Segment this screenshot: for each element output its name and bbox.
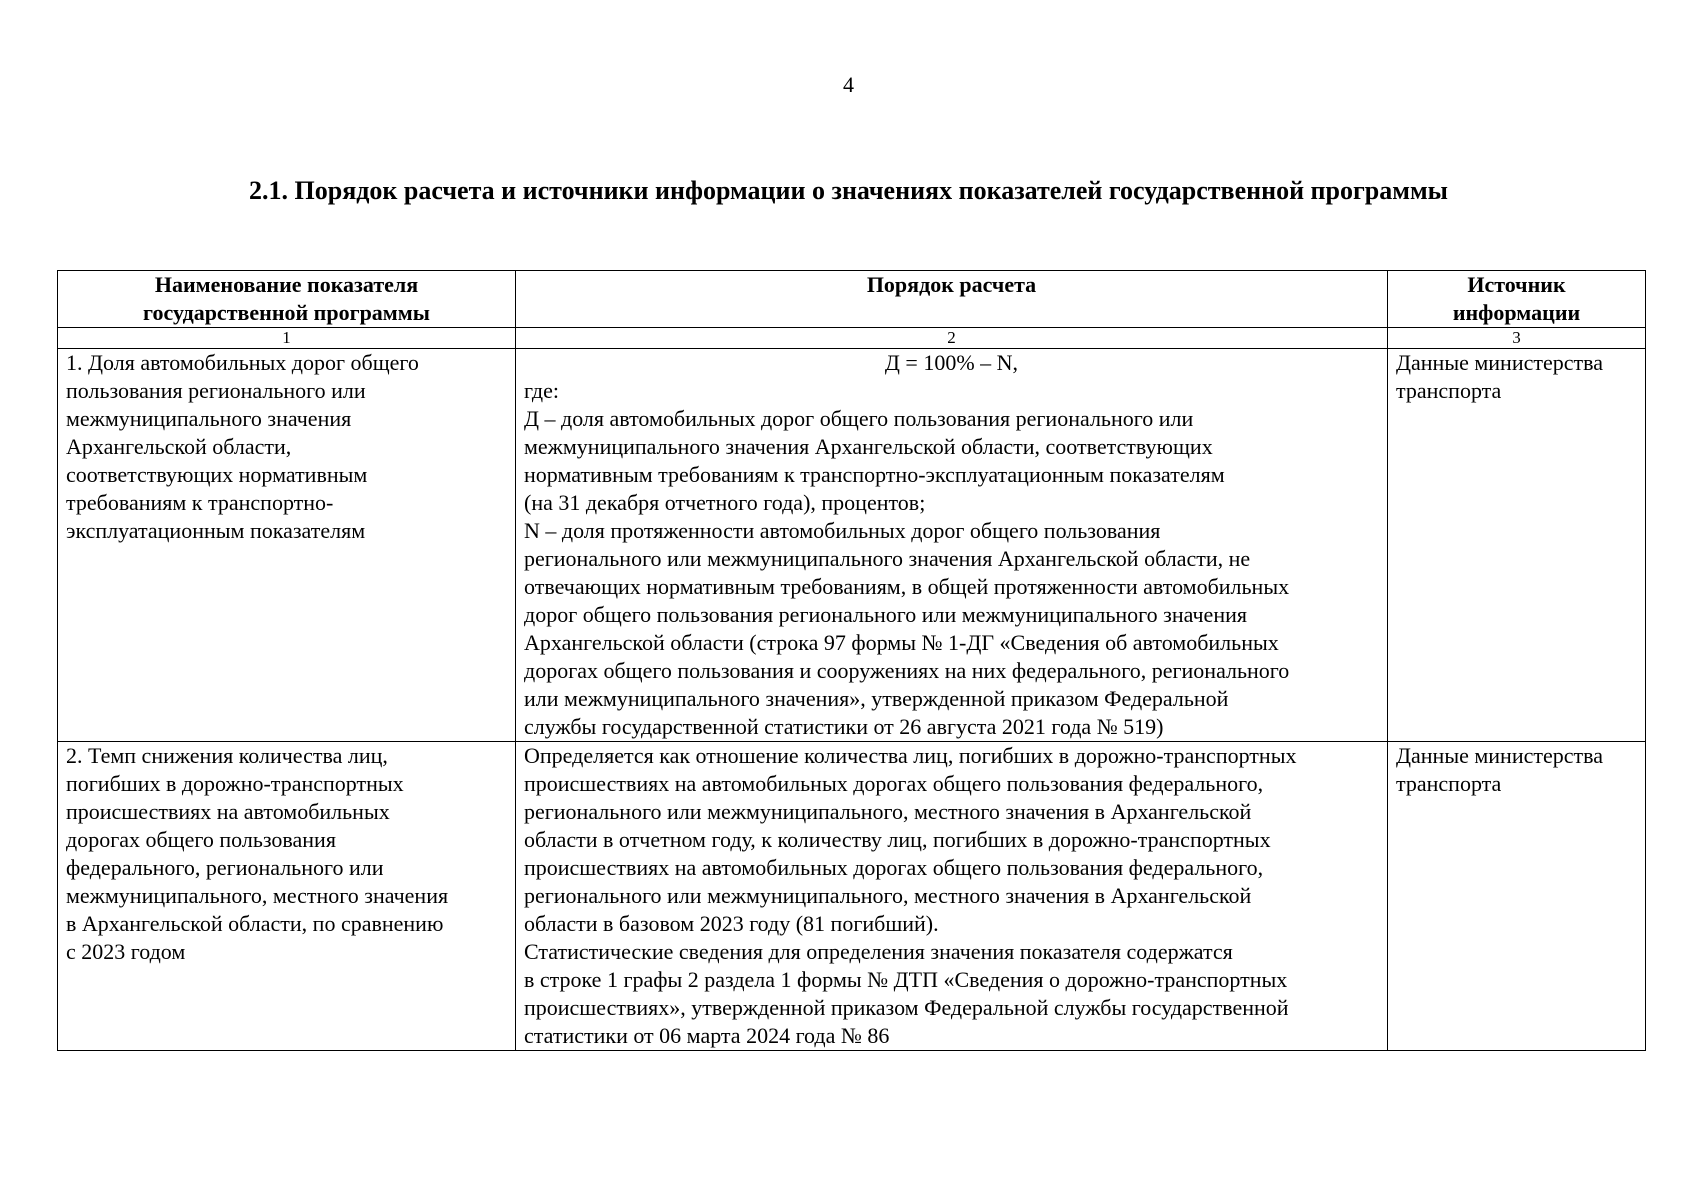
text-line: происшествиях на автомобильных: [66, 799, 390, 824]
table-row: [58, 742, 1646, 1051]
text-line: соответствующих нормативным: [66, 462, 368, 487]
text-line: 2. Темп снижения количества лиц,: [66, 743, 388, 768]
text-line: N – доля протяженности автомобильных дорог общего пользования: [524, 518, 1161, 543]
text-line: регионального или межмуниципального значения Архангельской области, не: [524, 546, 1251, 571]
text-line: в строке 1 графы 2 раздела 1 формы № ДТП «Сведения о дорожно-транспортных: [524, 967, 1288, 992]
text-line: в Архангельской области, по сравнению: [66, 911, 444, 936]
text-line: требованиям к транспортно-: [66, 490, 334, 515]
column-number-row: [58, 328, 1646, 349]
table-row: [58, 349, 1646, 742]
text-line: дорогах общего пользования и сооружениях на них федерального, регионального: [524, 658, 1290, 683]
source-cell: [1388, 349, 1646, 742]
text-line: статистики от 06 марта 2024 года № 86: [524, 1023, 890, 1048]
text-line: регионального или межмуниципального, местного значения в Архангельской: [524, 883, 1252, 908]
text-line: нормативным требованиям к транспортно-эксплуатационным показателям: [524, 462, 1225, 487]
calculation-cell: [516, 742, 1388, 1051]
text-line: межмуниципального, местного значения: [66, 883, 449, 908]
text-line: Статистические сведения для определения значения показателя содержатся: [524, 939, 1233, 964]
text-line: где:: [524, 378, 559, 403]
column-number: 1: [58, 328, 516, 349]
text-line: федерального, регионального или: [66, 855, 384, 880]
text-line: Архангельской области,: [66, 434, 292, 459]
calculation-cell: [516, 349, 1388, 742]
page-number: 4: [843, 72, 854, 97]
header-line: Порядок расчета: [866, 272, 1037, 297]
header-calculation: [516, 271, 1388, 328]
text-line: или межмуниципального значения», утвержденной приказом Федеральной: [524, 686, 1229, 711]
section-title: 2.1. Порядок расчета и источники информации о значениях показателей государственной программы: [249, 176, 1448, 205]
text-line: межмуниципального значения Архангельской области, соответствующих: [524, 434, 1213, 459]
header-line: государственной программы: [143, 300, 430, 325]
text-line: области в базовом 2023 году (81 погибший).: [524, 911, 939, 936]
text-line: погибших в дорожно-транспортных: [66, 771, 404, 796]
text-line: 1. Доля автомобильных дорог общего: [66, 350, 419, 375]
text-line: области в отчетном году, к количеству лиц, погибших в дорожно-транспортных: [524, 827, 1271, 852]
text-line: Данные министерства: [1396, 743, 1603, 768]
text-line: пользования регионального или: [66, 378, 366, 403]
header-indicator-name: [58, 271, 516, 328]
text-line: происшествиях на автомобильных дорогах общего пользования федерального,: [524, 771, 1264, 796]
text-line: происшествиях на автомобильных дорогах общего пользования федерального,: [524, 855, 1264, 880]
source-cell: [1388, 742, 1646, 1051]
text-line: (на 31 декабря отчетного года), процентов;: [524, 490, 926, 515]
column-number: 2: [516, 328, 1388, 349]
table-header-row: [58, 271, 1646, 328]
text-line: Архангельской области (строка 97 формы № 1-ДГ «Сведения об автомобильных: [524, 630, 1279, 655]
text-line: службы государственной статистики от 26 августа 2021 года № 519): [524, 714, 1164, 739]
text-line: эксплуатационным показателям: [66, 518, 366, 543]
text-line: транспорта: [1396, 771, 1502, 796]
formula: Д = 100% – N,: [884, 350, 1019, 375]
text-line: транспорта: [1396, 378, 1502, 403]
indicator-name-cell: [58, 742, 516, 1051]
header-line: информации: [1452, 300, 1581, 325]
text-line: Данные министерства: [1396, 350, 1603, 375]
indicators-table: [57, 270, 1646, 1051]
column-number: 3: [1388, 328, 1646, 349]
header-line: Наименование показателя: [154, 272, 419, 297]
text-line: дорогах общего пользования: [66, 827, 336, 852]
header-source: [1388, 271, 1646, 328]
text-line: регионального или межмуниципального, местного значения в Архангельской: [524, 799, 1252, 824]
text-line: с 2023 годом: [66, 939, 186, 964]
text-line: дорог общего пользования регионального или межмуниципального значения: [524, 602, 1247, 627]
text-line: отвечающих нормативным требованиям, в общей протяженности автомобильных: [524, 574, 1290, 599]
text-line: Д – доля автомобильных дорог общего пользования регионального или: [524, 406, 1194, 431]
text-line: Определяется как отношение количества лиц, погибших в дорожно-транспортных: [524, 743, 1297, 768]
indicator-name-cell: [58, 349, 516, 742]
header-line: Источник: [1467, 272, 1566, 297]
text-line: происшествиях», утвержденной приказом Федеральной службы государственной: [524, 995, 1289, 1020]
text-line: межмуниципального значения: [66, 406, 352, 431]
